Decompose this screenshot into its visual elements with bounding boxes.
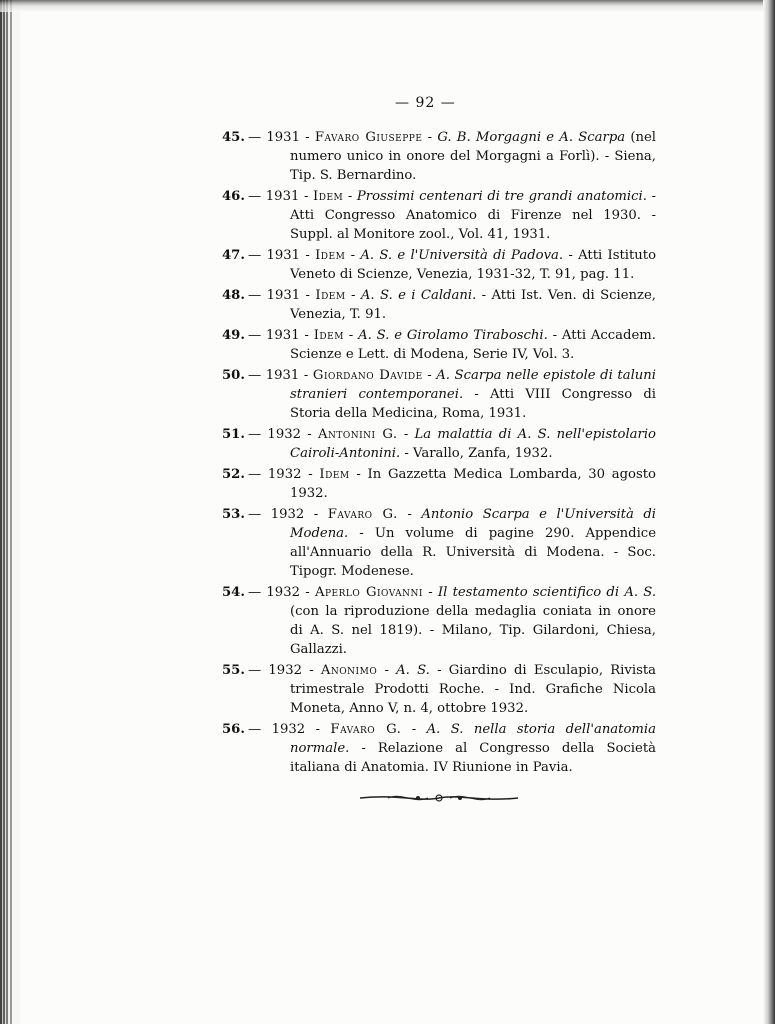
entry-title: G. B. Morgagni e A. Scarpa <box>437 130 626 145</box>
entry-details: (nel numero unico in onore del Morgagni a Forlì). - Siena, Tip. S. Bernardino. <box>290 130 657 183</box>
entry-details: In Gazzetta Medica Lombarda, 30 agosto 1932. <box>290 467 656 501</box>
bibliography-entry: 48. — 1931 - Idem - A. S. e i Caldani. - Atti Ist. Ven. di Scienze, Venezia, T. 91. <box>222 288 656 322</box>
bibliography-entry: 50. — 1931 - Giordano Davide - A. Scarpa nelle epistole di taluni stranieri contemporanei. - Atti VIII Congresso di Storia della Medicina, Roma, 1931. <box>222 368 656 421</box>
entry-details: - Un volume di pagine 290. Appendice all'Annuario della R. Università di Modena. - Soc. Tipogr. Modenese. <box>290 526 656 579</box>
entry-title: La malattia di A. S. nell'epistolario Cairoli-Antonini. <box>290 427 657 461</box>
entry-details: - Varallo, Zanfa, 1932. <box>400 446 553 461</box>
entry-details: - Giardino di Esculapio, Rivista trimestrale Prodotti Roche. - Ind. Grafiche Nicola Moneta, Anno V, n. 4, ottobre 1932. <box>290 663 656 716</box>
entry-title: Prossimi centenari di tre grandi anatomici. <box>356 189 647 204</box>
bibliography-entry: 49. — 1931 - Idem - A. S. e Girolamo Tiraboschi. - Atti Accadem. Scienze e Lett. di Modena, Serie IV, Vol. 3. <box>222 328 656 362</box>
entry-year: — 1931 - <box>248 189 309 204</box>
entry-details: - Atti Ist. Ven. di Scienze, Venezia, T. 91. <box>290 288 656 322</box>
scan-top-edge <box>0 0 775 12</box>
entry-year: — 1931 - <box>248 328 309 343</box>
entry-year: — 1932 - <box>248 507 319 522</box>
entry-year: — 1931 - <box>248 368 309 383</box>
entry-author: Antonini G. <box>317 427 398 442</box>
entry-year: — 1932 - <box>248 585 310 600</box>
entry-title: Antonio Scarpa e l'Università di Modena. <box>290 507 657 541</box>
entry-number: 55. <box>222 663 245 678</box>
entry-details: - Atti Istituto Veneto di Scienze, Venezia, 1931-32, T. 91, pag. 11. <box>290 248 657 282</box>
bibliography-entry: 47. — 1931 - Idem - A. S. e l'Università di Padova. - Atti Istituto Veneto di Scienze, Venezia, 1931-32, T. 91, pag. 11. <box>222 248 657 282</box>
entry-details: - Atti Congresso Anatomico di Firenze nel 1930. - Suppl. al Monitore zool., Vol. 41, 1931. <box>290 189 656 242</box>
bibliography-entry: 46. — 1931 - Idem - Prossimi centenari di tre grandi anatomici. - Atti Congresso Anatomico di Firenze nel 1930. - Suppl. al Monitore zool., Vol. 41, 1931. <box>222 189 656 242</box>
entry-number: 53. <box>222 507 245 522</box>
bibliography-entry: 51. — 1932 - Antonini G. - La malattia di A. S. nell'epistolario Cairoli-Antonini. - Varallo, Zanfa, 1932. <box>222 427 657 461</box>
entry-number: 49. <box>222 328 245 343</box>
entry-title: A. S. e i Caldani. <box>360 288 477 303</box>
entry-title: A. S. nella storia dell'anatomia normale. <box>290 722 656 756</box>
entry-author: Favaro G. <box>330 722 402 737</box>
entry-number: 56. <box>222 722 245 737</box>
entry-title: Il testamento scientifico di A. S. <box>437 585 657 600</box>
entry-author: Idem <box>313 189 344 204</box>
entry-number: 47. <box>222 248 245 263</box>
bibliography-entry: 53. — 1932 - Favaro G. - Antonio Scarpa e l'Università di Modena. - Un volume di pagine 290. Appendice all'Annuario della R. Università di Modena. - Soc. Tipogr. Modenese. <box>222 507 657 579</box>
entry-year: — 1931 - <box>248 130 310 145</box>
entry-author: Giordano Davide <box>312 368 423 383</box>
entry-author: Aperlo Giovanni <box>314 585 423 600</box>
entry-details: - Atti VIII Congresso di Storia della Medicina, Roma, 1931. <box>290 387 656 421</box>
entry-author: Anonimo <box>320 663 378 678</box>
entry-author: Favaro G. <box>327 507 398 522</box>
scan-right-edge <box>763 0 775 1024</box>
entry-year: — 1932 - <box>248 722 321 737</box>
entry-author: Idem <box>319 467 350 482</box>
entry-title: A. S. e Girolamo Tiraboschi. <box>358 328 548 343</box>
bibliography-list <box>222 128 656 779</box>
scan-binding-edge <box>0 0 20 1024</box>
entry-number: 51. <box>222 427 245 442</box>
bibliography-entry: 52. — 1932 - Idem - In Gazzetta Medica Lombarda, 30 agosto 1932. <box>222 467 656 501</box>
entry-title: A. S. e l'Università di Padova. <box>360 248 564 263</box>
ornamental-divider <box>358 788 520 808</box>
entry-number: 45. <box>222 130 245 145</box>
entry-title: A. S. <box>396 663 430 678</box>
entry-author: Idem <box>315 288 346 303</box>
bibliography-entry: 54. — 1932 - Aperlo Giovanni - Il testamento scientifico di A. S. (con la riproduzione della medaglia coniata in onore di A. S. nel 1819). - Milano, Tip. Gilardoni, Chiesa, Gallazzi. <box>222 585 657 657</box>
entry-number: 48. <box>222 288 245 303</box>
entry-author: Favaro Giuseppe <box>314 130 423 145</box>
entry-number: 46. <box>222 189 245 204</box>
entry-author: Idem <box>313 328 344 343</box>
entry-year: — 1932 - <box>248 427 312 442</box>
entry-title: A. Scarpa nelle epistole di taluni stranieri contemporanei. <box>290 368 656 402</box>
bibliography-entry: 45. — 1931 - Favaro Giuseppe - G. B. Morgagni e A. Scarpa (nel numero unico in onore del Morgagni a Forlì). - Siena, Tip. S. Bernardino. <box>222 130 657 183</box>
entry-details: - Atti Accadem. Scienze e Lett. di Modena, Serie IV, Vol. 3. <box>290 328 656 362</box>
entry-number: 54. <box>222 585 245 600</box>
page-number: — 92 — <box>395 95 456 111</box>
entry-year: — 1932 - <box>248 467 313 482</box>
bibliography-entry: 55. — 1932 - Anonimo - A. S. - Giardino di Esculapio, Rivista trimestrale Prodotti Roche. - Ind. Grafiche Nicola Moneta, Anno V, n. 4, ottobre 1932. <box>222 663 656 716</box>
entry-number: 52. <box>222 467 245 482</box>
entry-number: 50. <box>222 368 245 383</box>
entry-year: — 1932 - <box>248 663 314 678</box>
entry-details: (con la riproduzione della medaglia coniata in onore di A. S. nel 1819). - Milano, Tip. Gilardoni, Chiesa, Gallazzi. <box>290 604 656 657</box>
entry-year: — 1931 - <box>248 248 310 263</box>
bibliography-entry: 56. — 1932 - Favaro G. - A. S. nella storia dell'anatomia normale. - Relazione al Congresso della Società italiana di Anatomia. IV Riunione in Pavia. <box>222 722 656 775</box>
entry-year: — 1931 - <box>248 288 310 303</box>
entry-details: - Relazione al Congresso della Società italiana di Anatomia. IV Riunione in Pavia. <box>290 741 656 775</box>
entry-author: Idem <box>315 248 346 263</box>
